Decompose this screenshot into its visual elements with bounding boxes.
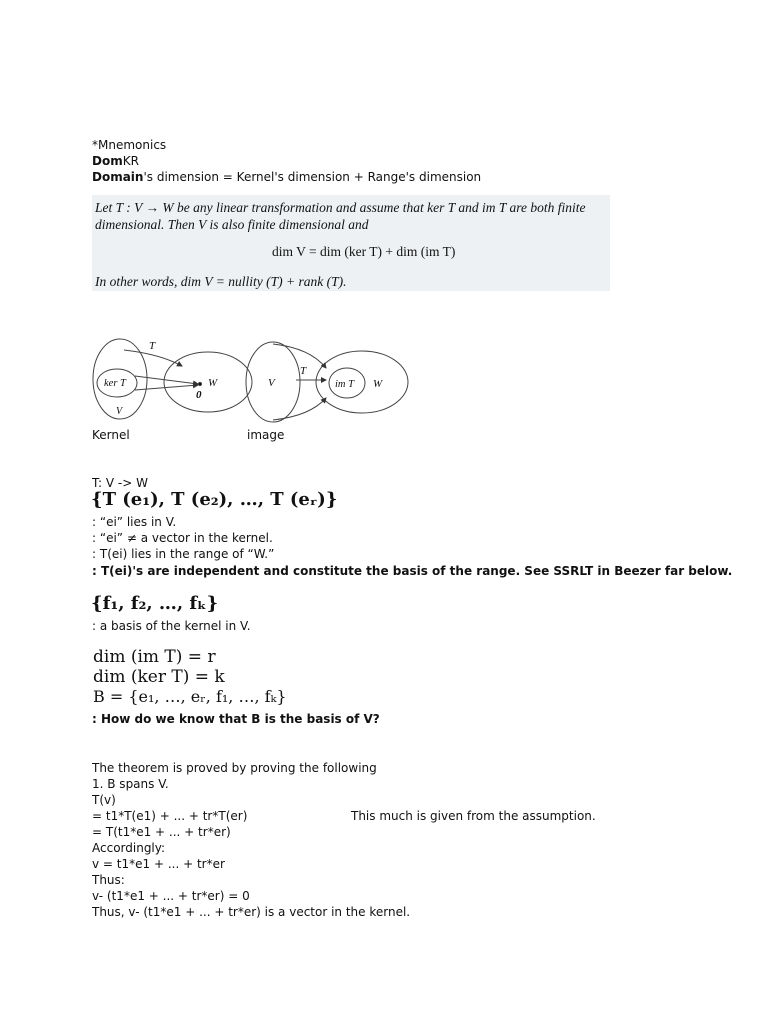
proof-line: 1. B spans V. — [92, 777, 169, 791]
theorem-line-3: In other words, dim V = nullity (T) + rank (T). — [95, 274, 347, 289]
mnemonic-domain-bold: Domain — [92, 170, 144, 184]
kernel-arrow-1 — [135, 376, 198, 384]
proof-line: Accordingly: — [92, 841, 166, 855]
proof-line: The theorem is proved by proving the following — [92, 761, 377, 775]
note-kernel-basis: : a basis of the kernel in V. — [92, 619, 251, 633]
set-f-formula: {f₁, f₂, …, fₖ} — [91, 593, 219, 614]
kernel-V-label: V — [116, 406, 123, 417]
map-statement: T: V -> W — [92, 476, 148, 490]
image-T-label: T — [300, 365, 307, 377]
kernel-T-label: T — [149, 340, 156, 352]
note-ei-not-kernel: : “ei” ≠ a vector in the kernel. — [92, 531, 273, 545]
mnemonic-kr: KR — [122, 154, 139, 168]
zero-label: 0 — [196, 389, 202, 401]
mnemonics-heading: *Mnemonics — [92, 138, 167, 152]
proof-line: = T(t1*e1 + ... + tr*er) — [92, 825, 231, 839]
kernel-image-diagram — [90, 336, 410, 428]
kernel-arrow-2 — [135, 385, 198, 390]
theorem-box — [92, 195, 610, 291]
B-formula: B = {e₁, …, eᵣ, f₁, …, fₖ} — [93, 687, 287, 706]
question-basis: : How do we know that B is the basis of V? — [92, 712, 380, 726]
kernel-W-label: W — [208, 377, 218, 389]
image-arrow-bottom — [273, 398, 326, 420]
assumption-note: This much is given from the assumption. — [351, 809, 596, 823]
proof-line: v- (t1*e1 + ... + tr*er) = 0 — [92, 889, 250, 903]
theorem-line-2: dimensional. Then V is also finite dimensional and — [95, 217, 369, 232]
proof-line: v = t1*e1 + ... + tr*er — [92, 857, 225, 871]
imT-label: im T — [335, 379, 354, 390]
theorem-formula: dim V = dim (ker T) + dim (im T) — [272, 244, 456, 259]
mnemonic-dom-bold: Dom — [92, 154, 123, 168]
image-codomain-ellipse — [316, 351, 408, 413]
set-T-formula: {T (e₁), T (e₂), …, T (eᵣ)} — [91, 489, 338, 510]
dim-ker-formula: dim (ker T) = k — [93, 667, 225, 687]
proof-line: = t1*T(e1) + ... + tr*T(er) — [92, 809, 248, 823]
caption-image: image — [247, 428, 285, 442]
kerT-label: ker T — [104, 378, 126, 389]
proof-line: T(v) — [92, 793, 116, 807]
image-W-label: W — [373, 378, 383, 390]
mnemonic-domain-line — [92, 169, 481, 185]
mnemonic-domain-rest: 's dimension = Kernel's dimension + Range's dimension — [143, 170, 482, 184]
proof-line: Thus, v- (t1*e1 + ... + tr*er) is a vector in the kernel. — [92, 905, 411, 919]
note-Tei-range: : T(ei) lies in the range of “W.” — [92, 547, 275, 561]
mnemonic-domkr — [92, 153, 139, 169]
theorem-line-1: Let T : V → W be any linear transformation and assume that ker T and im T are both finite — [95, 200, 586, 215]
dim-im-formula: dim (im T) = r — [93, 647, 216, 667]
proof-line: Thus: — [92, 873, 125, 887]
note-Tei-independent: : T(ei)'s are independent and constitute the basis of the range. See SSRLT in Beezer far below. — [92, 564, 733, 578]
image-V-label: V — [268, 377, 275, 389]
caption-kernel: Kernel — [92, 428, 130, 442]
zero-point — [198, 382, 201, 385]
note-ei-in-V: : “ei” lies in V. — [92, 515, 177, 529]
